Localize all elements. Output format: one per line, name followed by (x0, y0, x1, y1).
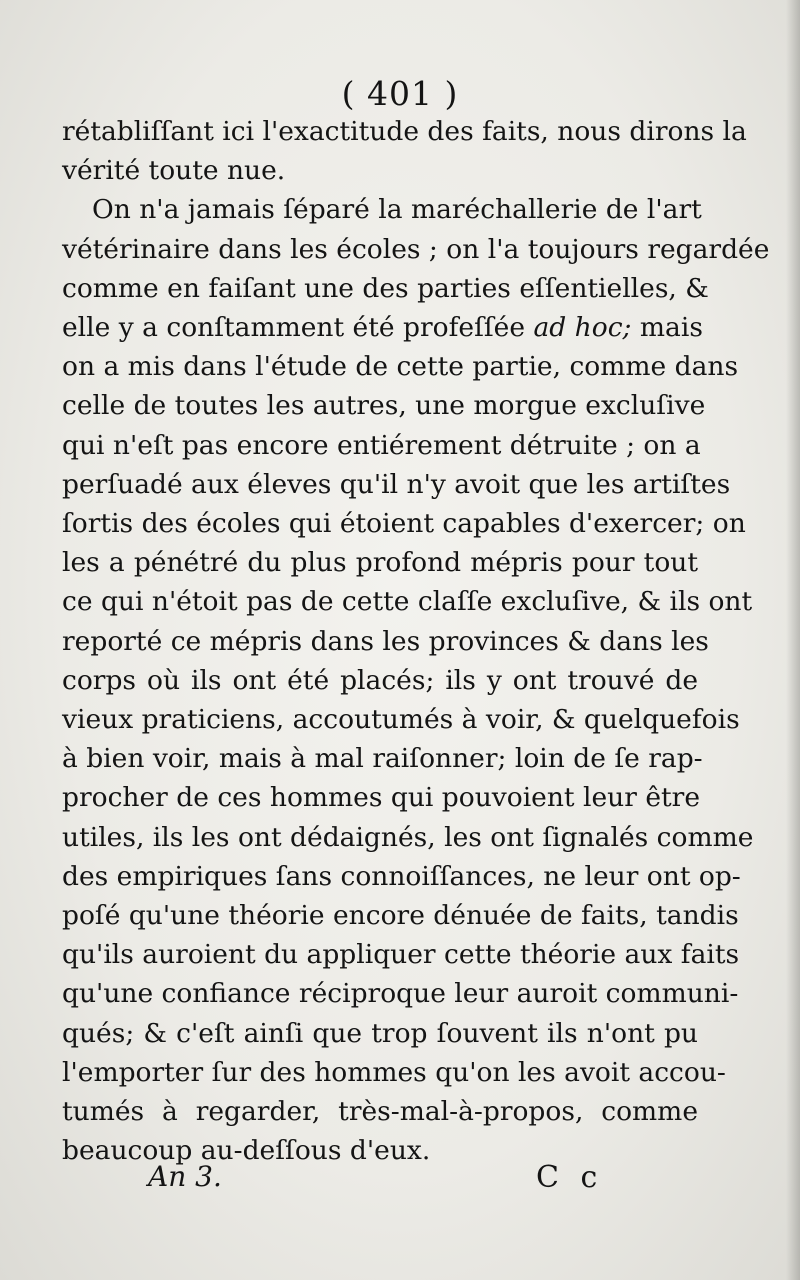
text-line: vérité toute nue. (62, 155, 286, 187)
text-line: corps où ils ont été placés; ils y ont trouvé de (62, 664, 698, 696)
text-line: on a mis dans l'étude de cette partie, comme dans (62, 351, 739, 383)
text-line: ce qui n'étoit pas de cette claſſe excluſive, & ils ont (62, 586, 753, 618)
gathering-signature: C c (536, 1160, 604, 1195)
page-edge-shadow (786, 0, 800, 1280)
text-line: des empiriques ſans connoiſſances, ne leur ont op- (62, 860, 741, 892)
text-line-with-italic (62, 308, 703, 347)
text-line: vétérinaire dans les écoles ; on l'a toujours regardée (62, 233, 770, 265)
text-line: tumés à regarder, très-mal-à-propos, comme (62, 1096, 698, 1128)
signature-mark: An 3. (148, 1160, 222, 1193)
text-segment: mais (639, 312, 703, 344)
text-line: procher de ces hommes qui pouvoient leur être (62, 782, 701, 814)
text-line: beaucoup au-deſſous d'eux. (62, 1135, 431, 1167)
text-line: perſuadé aux éleves qu'il n'y avoit que les artiſtes (62, 468, 731, 500)
text-line: rétabliſſant ici l'exactitude des faits, nous dirons la (62, 116, 747, 147)
text-line: vieux praticiens, accoutumés à voir, & quelquefois (62, 704, 740, 736)
text-line: qués; & c'eſt ainſi que trop ſouvent ils n'ont pu (62, 1017, 698, 1049)
text-line: qu'ils auroient du appliquer cette théorie aux faits (62, 939, 740, 971)
text-line: On n'a jamais ſéparé la maréchallerie de l'art (92, 194, 702, 226)
text-line: reporté ce mépris dans les provinces & dans les (62, 625, 709, 657)
body-text (62, 112, 770, 1170)
text-line: utiles, ils les ont dédaignés, les ont ſignalés comme (62, 821, 754, 853)
text-line: l'emporter ſur des hommes qu'on les avoit accou- (62, 1056, 726, 1088)
text-line: les a pénétré du plus profond mépris pour tout (62, 547, 698, 579)
text-line: qui n'eſt pas encore entiérement détruite ; on a (62, 429, 701, 461)
text-segment: elle y a conſtamment été profeſſée (62, 312, 526, 344)
text-line: ſortis des écoles qui étoient capables d'exercer; on (62, 508, 746, 540)
text-line: à bien voir, mais à mal raiſonner; loin de ſe rap- (62, 743, 703, 775)
italic-phrase: ad hoc; (533, 312, 632, 344)
text-line: poſé qu'une théorie encore dénuée de faits, tandis (62, 900, 739, 932)
text-line: celle de toutes les autres, une morgue excluſive (62, 390, 706, 422)
text-line: qu'une confiance réciproque leur auroit communi- (62, 978, 739, 1010)
page-number: ( 401 ) (341, 74, 459, 113)
text-line: comme en faiſant une des parties eſſentielles, & (62, 272, 709, 304)
